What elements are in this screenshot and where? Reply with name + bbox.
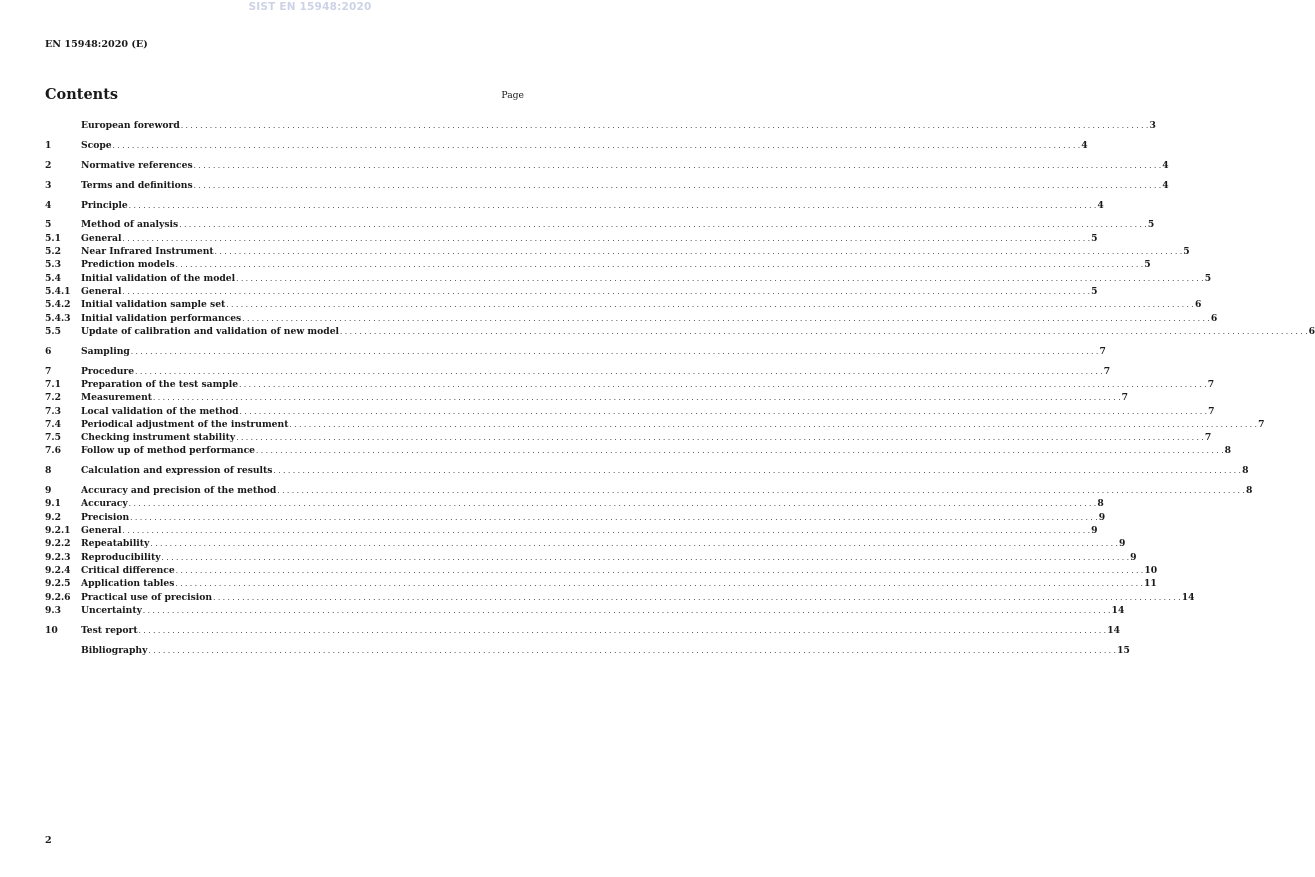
toc-leader-dots: . . . . . . . . . . . . . . . . . . . . . . . . . . . . . . . . . . . . . . . . . . . . . . . . . . . . . . . . . . . . . . . . . . . . . . . . . . . . . . . . . . . . . . . . . . . . . . . . . . . . . . . . . . . . . . . . . . . . . . . . . . . . . . . . . . . . . . . . . . . . . . . . . . . . . . . . . . . . . . . . . . . . . . . . . . . . . . . . . . . . . . . . . . . . . . . . . . . . . . . .	[130, 513, 1098, 522]
toc-entry[interactable]	[45, 624, 1120, 637]
toc-entry-page[interactable]: 7	[1121, 392, 1129, 404]
toc-leader-dots: . . . . . . . . . . . . . . . . . . . . . . . . . . . . . . . . . . . . . . . . . . . . . . . . . . . . . . . . . . . . . . . . . . . . . . . . . . . . . . . . . . . . . . . . . . . . . . . . . . . . . . . . . . . . . . . . . . . . . . . . . . . . . . . . . . . . . . . . . . . . . . . . . . . . . . . . . . . . . . . . . . . . . . . . . . . . . . . . . . . . . . . . . . . . . . . . . . . . . . . .	[214, 248, 1183, 257]
toc-entry-page[interactable]: 14	[1111, 604, 1125, 616]
toc-leader-dots: . . . . . . . . . . . . . . . . . . . . . . . . . . . . . . . . . . . . . . . . . . . . . . . . . . . . . . . . . . . . . . . . . . . . . . . . . . . . . . . . . . . . . . . . . . . . . . . . . . . . . . . . . . . . . . . . . . . . . . . . . . . . . . . . . . . . . . . . . . . . . . . . . . . . . . . . . . . . . . . . . . . . . . . . . . . . . . . . . . . . . . . . . . . . . . . . . . . . . . . .	[138, 626, 1107, 635]
toc-leader-dots: . . . . . . . . . . . . . . . . . . . . . . . . . . . . . . . . . . . . . . . . . . . . . . . . . . . . . . . . . . . . . . . . . . . . . . . . . . . . . . . . . . . . . . . . . . . . . . . . . . . . . . . . . . . . . . . . . . . . . . . . . . . . . . . . . . . . . . . . . . . . . . . . . . . . . . . . . . . . . . . . . . . . . . . . . . . . . . . . . . . . . . . . . . . . . . . . . . . . . . . .	[193, 181, 1162, 190]
toc-entry-page[interactable]: 10	[1144, 564, 1158, 576]
toc-entry-number: 9.2.5	[45, 578, 71, 590]
toc-entry-page[interactable]: 5	[1091, 232, 1098, 244]
toc-entry-number: 9.2.6	[45, 591, 71, 603]
toc-entry-title[interactable]: Reproducibility	[81, 551, 161, 563]
toc-entry-number: 9.3	[45, 604, 61, 616]
toc-entry[interactable]	[45, 497, 1104, 510]
toc-leader-dots: . . . . . . . . . . . . . . . . . . . . . . . . . . . . . . . . . . . . . . . . . . . . . . . . . . . . . . . . . . . . . . . . . . . . . . . . . . . . . . . . . . . . . . . . . . . . . . . . . . . . . . . . . . . . . . . . . . . . . . . . . . . . . . . . . . . . . . . . . . . . . . . . . . . . . . . . . . . . . . . . . . . . . . . . . . . . . . . . . . . . . . . . . . . . . . . . . . . . . . . .	[135, 367, 1103, 376]
toc-entry-title[interactable]: Practical use of precision	[81, 591, 213, 603]
toc-entry-number: 5.4	[45, 272, 61, 284]
document-id: EN 15948:2020 (E)	[45, 39, 148, 50]
toc-entry-number: 6	[45, 345, 52, 357]
toc-entry-page[interactable]: 9	[1119, 538, 1126, 550]
toc-leader-dots: . . . . . . . . . . . . . . . . . . . . . . . . . . . . . . . . . . . . . . . . . . . . . . . . . . . . . . . . . . . . . . . . . . . . . . . . . . . . . . . . . . . . . . . . . . . . . . . . . . . . . . . . . . . . . . . . . . . . . . . . . . . . . . . . . . . . . . . . . . . . . . . . . . . . . . . . . . . . . . . . . . . . . . . . . . . . . . . . . . . . . . . . . . . . . . . . . . . . . . . .	[128, 201, 1097, 210]
toc-entry-page[interactable]: 7	[1103, 365, 1111, 377]
toc-leader-dots: . . . . . . . . . . . . . . . . . . . . . . . . . . . . . . . . . . . . . . . . . . . . . . . . . . . . . . . . . . . . . . . . . . . . . . . . . . . . . . . . . . . . . . . . . . . . . . . . . . . . . . . . . . . . . . . . . . . . . . . . . . . . . . . . . . . . . . . . . . . . . . . . . . . . . . . . . . . . . . . . . . . . . . . . . . . . . . . . . . . . . . . . . . . . . . . . . . . . . . . .	[175, 566, 1144, 575]
toc-entry[interactable]	[45, 391, 1129, 404]
toc-leader-dots: . . . . . . . . . . . . . . . . . . . . . . . . . . . . . . . . . . . . . . . . . . . . . . . . . . . . . . . . . . . . . . . . . . . . . . . . . . . . . . . . . . . . . . . . . . . . . . . . . . . . . . . . . . . . . . . . . . . . . . . . . . . . . . . . . . . . . . . . . . . . . . . . . . . . . . . . . . . . . . . . . . . . . . . . . . . . . . . . . . . . . . . . . . . . . . . . . . . . . . . .	[153, 394, 1121, 403]
toc-entry-page[interactable]: 7	[1207, 378, 1215, 390]
toc-entry-title[interactable]: Accuracy	[81, 498, 128, 510]
toc-leader-dots: . . . . . . . . . . . . . . . . . . . . . . . . . . . . . . . . . . . . . . . . . . . . . . . . . . . . . . . . . . . . . . . . . . . . . . . . . . . . . . . . . . . . . . . . . . . . . . . . . . . . . . . . . . . . . . . . . . . . . . . . . . . . . . . . . . . . . . . . . . . . . . . . . . . . . . . . . . . . . . . . . . . . . . . . . . . . . . . . . . . . . . . . . . . . . . . . . . . . . . . .	[273, 467, 1242, 476]
toc-entry-title[interactable]: Bibliography	[81, 644, 148, 656]
toc-entry-title[interactable]: General	[81, 525, 122, 537]
toc-entry-page[interactable]: 8	[1242, 465, 1249, 477]
toc-entry-title[interactable]: Precision	[81, 511, 130, 523]
toc-entry-number: 7.2	[45, 392, 61, 404]
toc-leader-dots: . . . . . . . . . . . . . . . . . . . . . . . . . . . . . . . . . . . . . . . . . . . . . . . . . . . . . . . . . . . . . . . . . . . . . . . . . . . . . . . . . . . . . . . . . . . . . . . . . . . . . . . . . . . . . . . . . . . . . . . . . . . . . . . . . . . . . . . . . . . . . . . . . . . . . . . . . . . . . . . . . . . . . . . . . . . . . . . . . . . . . . . . . . . . . . . . . . . . . . . .	[128, 500, 1097, 509]
toc-entry-page[interactable]: 7	[1204, 432, 1212, 444]
toc-entry-page[interactable]: 3	[1149, 120, 1156, 131]
toc-leader-dots: . . . . . . . . . . . . . . . . . . . . . . . . . . . . . . . . . . . . . . . . . . . . . . . . . . . . . . . . . . . . . . . . . . . . . . . . . . . . . . . . . . . . . . . . . . . . . . . . . . . . . . . . . . . . . . . . . . . . . . . . . . . . . . . . . . . . . . . . . . . . . . . . . . . . . . . . . . . . . . . . . . . . . . . . . . . . . . . . . . . . . . . . . . . . . . . . . . . . . . . .	[122, 287, 1091, 296]
toc-entry-page[interactable]: 9	[1091, 525, 1098, 537]
toc-leader-dots: . . . . . . . . . . . . . . . . . . . . . . . . . . . . . . . . . . . . . . . . . . . . . . . . . . . . . . . . . . . . . . . . . . . . . . . . . . . . . . . . . . . . . . . . . . . . . . . . . . . . . . . . . . . . . . . . . . . . . . . . . . . . . . . . . . . . . . . . . . . . . . . . . . . . . . . . . . . . . . . . . . . . . . . . . . . . . . . . . . . . . . . . . . . . . . . . . . . . . . . .	[122, 527, 1091, 536]
toc-entry-page[interactable]: 6	[1194, 299, 1202, 311]
toc-entry-page[interactable]: 14	[1181, 591, 1195, 603]
toc-entry-page[interactable]: 4	[1097, 199, 1104, 211]
toc-entry-title[interactable]: Update of calibration and validation of new model	[81, 325, 340, 337]
toc-entry-page[interactable]: 5	[1147, 219, 1155, 231]
toc-entry[interactable]	[45, 298, 1202, 311]
toc-entry[interactable]	[45, 159, 1169, 172]
toc-entry-page[interactable]: 8	[1224, 445, 1232, 457]
toc-entry-number: 7.5	[45, 432, 61, 444]
toc-entry-page[interactable]: 4	[1081, 139, 1088, 151]
toc-entry[interactable]	[45, 258, 1151, 271]
toc-entry-page[interactable]: 9	[1098, 511, 1106, 523]
toc-entry[interactable]	[45, 378, 1215, 391]
toc-entry-title[interactable]: Initial validation sample set	[81, 299, 226, 311]
toc-entry-number: 7.4	[45, 418, 61, 430]
toc-entry-number: 9.2	[45, 511, 61, 523]
toc-entry[interactable]	[45, 484, 1253, 497]
toc-entry-number: 7.1	[45, 378, 61, 390]
toc-entry-number: 7.6	[45, 445, 61, 457]
toc-entry-number: 4	[45, 199, 52, 211]
toc-entry-page[interactable]: 8	[1245, 485, 1253, 497]
toc-entry-title[interactable]: Terms and definitions	[81, 179, 193, 191]
toc-entry-number: 5.3	[45, 259, 61, 271]
toc-entry[interactable]	[45, 139, 1088, 152]
toc-entry-title[interactable]: European foreword	[81, 120, 180, 131]
toc-leader-dots: . . . . . . . . . . . . . . . . . . . . . . . . . . . . . . . . . . . . . . . . . . . . . . . . . . . . . . . . . . . . . . . . . . . . . . . . . . . . . . . . . . . . . . . . . . . . . . . . . . . . . . . . . . . . . . . . . . . . . . . . . . . . . . . . . . . . . . . . . . . . . . . . . . . . . . . . . . . . . . . . . . . . . . . . . . . . . . . . . . . . . . . . . . . . . . . . . . . . . . . .	[256, 447, 1224, 456]
toc-entry[interactable]	[45, 365, 1111, 378]
toc-entry-title[interactable]: Initial validation performances	[81, 312, 242, 324]
toc-entry-title[interactable]: Critical difference	[81, 564, 175, 576]
toc-leader-dots: . . . . . . . . . . . . . . . . . . . . . . . . . . . . . . . . . . . . . . . . . . . . . . . . . . . . . . . . . . . . . . . . . . . . . . . . . . . . . . . . . . . . . . . . . . . . . . . . . . . . . . . . . . . . . . . . . . . . . . . . . . . . . . . . . . . . . . . . . . . . . . . . . . . . . . . . . . . . . . . . . . . . . . . . . . . . . . . . . . . . . . . . . . . . . . . . . . . . . . . .	[213, 593, 1181, 602]
toc-leader-dots: . . . . . . . . . . . . . . . . . . . . . . . . . . . . . . . . . . . . . . . . . . . . . . . . . . . . . . . . . . . . . . . . . . . . . . . . . . . . . . . . . . . . . . . . . . . . . . . . . . . . . . . . . . . . . . . . . . . . . . . . . . . . . . . . . . . . . . . . . . . . . . . . . . . . . . . . . . . . . . . . . . . . . . . . . . . . . . . . . . . . . . . . . . . . . . . . . . . . . . . .	[150, 540, 1119, 549]
toc-entry[interactable]	[45, 179, 1169, 192]
toc-entry-number: 5.4.2	[45, 299, 71, 311]
toc-entry-title[interactable]: Procedure	[81, 365, 135, 377]
toc-entry[interactable]	[45, 444, 1232, 457]
toc-entry-number: 5	[45, 219, 52, 231]
toc-entry[interactable]	[45, 325, 1315, 338]
toc-entry[interactable]	[45, 644, 1130, 657]
toc-leader-dots: . . . . . . . . . . . . . . . . . . . . . . . . . . . . . . . . . . . . . . . . . . . . . . . . . . . . . . . . . . . . . . . . . . . . . . . . . . . . . . . . . . . . . . . . . . . . . . . . . . . . . . . . . . . . . . . . . . . . . . . . . . . . . . . . . . . . . . . . . . . . . . . . . . . . . . . . . . . . . . . . . . . . . . . . . . . . . . . . . . . . . . . . . . . . . . . . . . . . . . . .	[226, 301, 1194, 310]
toc-entry-page[interactable]: 4	[1162, 179, 1169, 191]
toc-entry[interactable]	[45, 418, 1265, 431]
toc-entry-page[interactable]: 6	[1210, 312, 1218, 324]
toc-entry-title[interactable]: Preparation of the test sample	[81, 378, 239, 390]
toc-entry-number: 9.2.4	[45, 564, 71, 576]
toc-entry[interactable]	[45, 564, 1158, 577]
toc-leader-dots: . . . . . . . . . . . . . . . . . . . . . . . . . . . . . . . . . . . . . . . . . . . . . . . . . . . . . . . . . . . . . . . . . . . . . . . . . . . . . . . . . . . . . . . . . . . . . . . . . . . . . . . . . . . . . . . . . . . . . . . . . . . . . . . . . . . . . . . . . . . . . . . . . . . . . . . . . . . . . . . . . . . . . . . . . . . . . . . . . . . . . . . . . . . . . . . . . . . . . . . .	[277, 487, 1245, 496]
toc-entry-title[interactable]: Repeatability	[81, 538, 150, 550]
toc-leader-dots: . . . . . . . . . . . . . . . . . . . . . . . . . . . . . . . . . . . . . . . . . . . . . . . . . . . . . . . . . . . . . . . . . . . . . . . . . . . . . . . . . . . . . . . . . . . . . . . . . . . . . . . . . . . . . . . . . . . . . . . . . . . . . . . . . . . . . . . . . . . . . . . . . . . . . . . . . . . . . . . . . . . . . . . . . . . . . . . . . . . . . . . . . . . . . . . . . . . . . . . .	[179, 221, 1147, 230]
toc-entry-title[interactable]: Principle	[81, 199, 128, 211]
toc-entry-title[interactable]: Near Infrared Instrument	[81, 246, 214, 258]
toc-leader-dots: . . . . . . . . . . . . . . . . . . . . . . . . . . . . . . . . . . . . . . . . . . . . . . . . . . . . . . . . . . . . . . . . . . . . . . . . . . . . . . . . . . . . . . . . . . . . . . . . . . . . . . . . . . . . . . . . . . . . . . . . . . . . . . . . . . . . . . . . . . . . . . . . . . . . . . . . . . . . . . . . . . . . . . . . . . . . . . . . . . . . . . . . . . . . . . . . . . . . . . . .	[148, 646, 1117, 655]
toc-entry[interactable]	[45, 232, 1098, 245]
toc-entry-title[interactable]: General	[81, 232, 122, 244]
toc-entry-number: 10	[45, 624, 58, 636]
toc-entry-number: 9.1	[45, 498, 61, 510]
toc-entry-title[interactable]: Application tables	[81, 578, 175, 590]
toc-entry[interactable]	[45, 511, 1106, 524]
toc-entry-title[interactable]: Calculation and expression of results	[81, 465, 273, 477]
toc-entry[interactable]	[45, 285, 1098, 298]
toc-leader-dots: . . . . . . . . . . . . . . . . . . . . . . . . . . . . . . . . . . . . . . . . . . . . . . . . . . . . . . . . . . . . . . . . . . . . . . . . . . . . . . . . . . . . . . . . . . . . . . . . . . . . . . . . . . . . . . . . . . . . . . . . . . . . . . . . . . . . . . . . . . . . . . . . . . . . . . . . . . . . . . . . . . . . . . . . . . . . . . . . . . . . . . . . . . . . . . . . . . . . . . . .	[239, 407, 1208, 416]
toc-entry-number: 5.1	[45, 232, 61, 244]
toc-entry-page[interactable]: 8	[1097, 498, 1104, 510]
toc-entry[interactable]	[45, 577, 1157, 590]
toc-entry-number: 5.5	[45, 325, 61, 337]
toc-leader-dots: . . . . . . . . . . . . . . . . . . . . . . . . . . . . . . . . . . . . . . . . . . . . . . . . . . . . . . . . . . . . . . . . . . . . . . . . . . . . . . . . . . . . . . . . . . . . . . . . . . . . . . . . . . . . . . . . . . . . . . . . . . . . . . . . . . . . . . . . . . . . . . . . . . . . . . . . . . . . . . . . . . . . . . . . . . . . . . . . . . . . . . . . . . . . . . . . . . . . . . . .	[242, 314, 1210, 323]
toc-entry-title[interactable]: Periodical adjustment of the instrument	[81, 418, 289, 430]
toc-entry[interactable]	[45, 604, 1125, 617]
toc-entry-title[interactable]: Accuracy and precision of the method	[81, 485, 277, 497]
watermark: SIST EN 15948:2020	[248, 1, 372, 13]
toc-leader-dots: . . . . . . . . . . . . . . . . . . . . . . . . . . . . . . . . . . . . . . . . . . . . . . . . . . . . . . . . . . . . . . . . . . . . . . . . . . . . . . . . . . . . . . . . . . . . . . . . . . . . . . . . . . . . . . . . . . . . . . . . . . . . . . . . . . . . . . . . . . . . . . . . . . . . . . . . . . . . . . . . . . . . . . . . . . . . . . . . . . . . . . . . . . . . . . . . . . . . . . . .	[130, 347, 1099, 356]
toc-entry-page[interactable]: 15	[1117, 644, 1130, 656]
toc-leader-dots: . . . . . . . . . . . . . . . . . . . . . . . . . . . . . . . . . . . . . . . . . . . . . . . . . . . . . . . . . . . . . . . . . . . . . . . . . . . . . . . . . . . . . . . . . . . . . . . . . . . . . . . . . . . . . . . . . . . . . . . . . . . . . . . . . . . . . . . . . . . . . . . . . . . . . . . . . . . . . . . . . . . . . . . . . . . . . . . . . . . . . . . . . . . . . . . . . . . . . . . .	[175, 261, 1144, 270]
toc-entry-number: 2	[45, 159, 52, 171]
toc-entry-number: 5.4.3	[45, 312, 71, 324]
toc-entry-number: 9	[45, 485, 52, 497]
table-of-contents	[45, 119, 1315, 657]
toc-entry-title[interactable]: Measurement	[81, 392, 152, 404]
toc-entry-number: 9.2.3	[45, 551, 71, 563]
toc-leader-dots: . . . . . . . . . . . . . . . . . . . . . . . . . . . . . . . . . . . . . . . . . . . . . . . . . . . . . . . . . . . . . . . . . . . . . . . . . . . . . . . . . . . . . . . . . . . . . . . . . . . . . . . . . . . . . . . . . . . . . . . . . . . . . . . . . . . . . . . . . . . . . . . . . . . . . . . . . . . . . . . . . . . . . . . . . . . . . . . . . . . . . . . . . . . . . . . . . . . . . . . .	[161, 553, 1130, 562]
toc-leader-dots: . . . . . . . . . . . . . . . . . . . . . . . . . . . . . . . . . . . . . . . . . . . . . . . . . . . . . . . . . . . . . . . . . . . . . . . . . . . . . . . . . . . . . . . . . . . . . . . . . . . . . . . . . . . . . . . . . . . . . . . . . . . . . . . . . . . . . . . . . . . . . . . . . . . . . . . . . . . . . . . . . . . . . . . . . . . . . . . . . . . . . . . . . . . . . . . . . . . . . . . .	[142, 606, 1111, 615]
toc-leader-dots: . . . . . . . . . . . . . . . . . . . . . . . . . . . . . . . . . . . . . . . . . . . . . . . . . . . . . . . . . . . . . . . . . . . . . . . . . . . . . . . . . . . . . . . . . . . . . . . . . . . . . . . . . . . . . . . . . . . . . . . . . . . . . . . . . . . . . . . . . . . . . . . . . . . . . . . . . . . . . . . . . . . . . . . . . . . . . . . . . . . . . . . . . . . . . . . . . . . . . . . .	[180, 122, 1149, 130]
toc-entry-page[interactable]: 7	[1258, 418, 1265, 430]
toc-entry[interactable]	[45, 245, 1190, 258]
toc-entry-title[interactable]: Method of analysis	[81, 219, 179, 231]
page-number: 2	[45, 835, 52, 846]
toc-leader-dots: . . . . . . . . . . . . . . . . . . . . . . . . . . . . . . . . . . . . . . . . . . . . . . . . . . . . . . . . . . . . . . . . . . . . . . . . . . . . . . . . . . . . . . . . . . . . . . . . . . . . . . . . . . . . . . . . . . . . . . . . . . . . . . . . . . . . . . . . . . . . . . . . . . . . . . . . . . . . . . . . . . . . . . . . . . . . . . . . . . . . . . . . . . . . . . . . . . . . . . . .	[340, 327, 1308, 336]
toc-entry-page[interactable]: 5	[1091, 285, 1098, 297]
toc-entry-number: 7.3	[45, 405, 61, 417]
toc-entry-number: 3	[45, 179, 52, 191]
toc-leader-dots: . . . . . . . . . . . . . . . . . . . . . . . . . . . . . . . . . . . . . . . . . . . . . . . . . . . . . . . . . . . . . . . . . . . . . . . . . . . . . . . . . . . . . . . . . . . . . . . . . . . . . . . . . . . . . . . . . . . . . . . . . . . . . . . . . . . . . . . . . . . . . . . . . . . . . . . . . . . . . . . . . . . . . . . . . . . . . . . . . . . . . . . . . . . . . . . . . . . . . . . .	[239, 380, 1207, 389]
toc-leader-dots: . . . . . . . . . . . . . . . . . . . . . . . . . . . . . . . . . . . . . . . . . . . . . . . . . . . . . . . . . . . . . . . . . . . . . . . . . . . . . . . . . . . . . . . . . . . . . . . . . . . . . . . . . . . . . . . . . . . . . . . . . . . . . . . . . . . . . . . . . . . . . . . . . . . . . . . . . . . . . . . . . . . . . . . . . . . . . . . . . . . . . . . . . . . . . . . . . . . . . . . .	[236, 434, 1204, 443]
toc-entry-number: 9.2.1	[45, 525, 71, 537]
toc-entry[interactable]	[45, 272, 1212, 285]
page-column-label: Page	[501, 90, 524, 101]
toc-entry-page[interactable]: 5	[1204, 272, 1212, 284]
toc-leader-dots: . . . . . . . . . . . . . . . . . . . . . . . . . . . . . . . . . . . . . . . . . . . . . . . . . . . . . . . . . . . . . . . . . . . . . . . . . . . . . . . . . . . . . . . . . . . . . . . . . . . . . . . . . . . . . . . . . . . . . . . . . . . . . . . . . . . . . . . . . . . . . . . . . . . . . . . . . . . . . . . . . . . . . . . . . . . . . . . . . . . . . . . . . . . . . . . . . . . . . . . .	[175, 580, 1143, 589]
toc-entry-title[interactable]: Local validation of the method	[81, 405, 239, 417]
toc-leader-dots: . . . . . . . . . . . . . . . . . . . . . . . . . . . . . . . . . . . . . . . . . . . . . . . . . . . . . . . . . . . . . . . . . . . . . . . . . . . . . . . . . . . . . . . . . . . . . . . . . . . . . . . . . . . . . . . . . . . . . . . . . . . . . . . . . . . . . . . . . . . . . . . . . . . . . . . . . . . . . . . . . . . . . . . . . . . . . . . . . . . . . . . . . . . . . . . . . . . . . . . .	[289, 420, 1258, 429]
toc-entry[interactable]	[45, 119, 1156, 132]
toc-entry-title[interactable]: Normative references	[81, 159, 193, 171]
toc-entry[interactable]	[45, 524, 1098, 537]
toc-leader-dots: . . . . . . . . . . . . . . . . . . . . . . . . . . . . . . . . . . . . . . . . . . . . . . . . . . . . . . . . . . . . . . . . . . . . . . . . . . . . . . . . . . . . . . . . . . . . . . . . . . . . . . . . . . . . . . . . . . . . . . . . . . . . . . . . . . . . . . . . . . . . . . . . . . . . . . . . . . . . . . . . . . . . . . . . . . . . . . . . . . . . . . . . . . . . . . . . . . . . . . . .	[193, 161, 1162, 170]
toc-entry[interactable]	[45, 537, 1126, 550]
toc-entry-number: 1	[45, 139, 52, 151]
toc-entry[interactable]	[45, 218, 1155, 231]
toc-entry-page[interactable]: 9	[1130, 551, 1137, 563]
toc-leader-dots: . . . . . . . . . . . . . . . . . . . . . . . . . . . . . . . . . . . . . . . . . . . . . . . . . . . . . . . . . . . . . . . . . . . . . . . . . . . . . . . . . . . . . . . . . . . . . . . . . . . . . . . . . . . . . . . . . . . . . . . . . . . . . . . . . . . . . . . . . . . . . . . . . . . . . . . . . . . . . . . . . . . . . . . . . . . . . . . . . . . . . . . . . . . . . . . . . . . . . . . .	[112, 141, 1081, 150]
toc-entry-number: 9.2.2	[45, 538, 71, 550]
toc-leader-dots: . . . . . . . . . . . . . . . . . . . . . . . . . . . . . . . . . . . . . . . . . . . . . . . . . . . . . . . . . . . . . . . . . . . . . . . . . . . . . . . . . . . . . . . . . . . . . . . . . . . . . . . . . . . . . . . . . . . . . . . . . . . . . . . . . . . . . . . . . . . . . . . . . . . . . . . . . . . . . . . . . . . . . . . . . . . . . . . . . . . . . . . . . . . . . . . . . . . . . . . .	[236, 274, 1204, 283]
toc-entry-title[interactable]: Initial validation of the model	[81, 272, 236, 284]
toc-entry-number: 8	[45, 465, 52, 477]
toc-entry-number: 5.4.1	[45, 285, 71, 297]
toc-entry-page[interactable]: 6	[1308, 325, 1315, 337]
toc-entry-page[interactable]: 5	[1183, 246, 1190, 258]
toc-entry-title[interactable]: Follow up of method performance	[81, 445, 256, 457]
toc-entry-title[interactable]: Sampling	[81, 345, 130, 357]
toc-leader-dots: . . . . . . . . . . . . . . . . . . . . . . . . . . . . . . . . . . . . . . . . . . . . . . . . . . . . . . . . . . . . . . . . . . . . . . . . . . . . . . . . . . . . . . . . . . . . . . . . . . . . . . . . . . . . . . . . . . . . . . . . . . . . . . . . . . . . . . . . . . . . . . . . . . . . . . . . . . . . . . . . . . . . . . . . . . . . . . . . . . . . . . . . . . . . . . . . . . . . . . . .	[122, 234, 1091, 243]
toc-entry[interactable]	[45, 199, 1104, 212]
toc-entry-title[interactable]: Uncertainty	[81, 604, 142, 616]
toc-entry-page[interactable]: 5	[1144, 259, 1151, 271]
toc-entry-page[interactable]: 7	[1208, 405, 1215, 417]
toc-entry-number: 7	[45, 365, 52, 377]
toc-entry-page[interactable]: 4	[1162, 159, 1169, 171]
toc-entry[interactable]	[45, 551, 1137, 564]
toc-entry-title[interactable]: Checking instrument stability	[81, 432, 236, 444]
contents-title: Contents	[45, 86, 119, 103]
toc-entry-title[interactable]: Test report	[81, 624, 138, 636]
toc-entry[interactable]	[45, 312, 1218, 325]
toc-entry-title[interactable]: General	[81, 285, 122, 297]
toc-entry[interactable]	[45, 345, 1106, 358]
toc-entry[interactable]	[45, 431, 1212, 444]
toc-entry-title[interactable]: Scope	[81, 139, 112, 151]
toc-entry[interactable]	[45, 591, 1195, 604]
toc-entry-page[interactable]: 11	[1144, 578, 1157, 590]
toc-entry-number: 5.2	[45, 246, 61, 258]
toc-entry-page[interactable]: 7	[1099, 345, 1106, 357]
toc-entry[interactable]	[45, 464, 1249, 477]
toc-entry-title[interactable]: Prediction models	[81, 259, 175, 271]
toc-entry-page[interactable]: 14	[1107, 624, 1120, 636]
toc-entry[interactable]	[45, 405, 1215, 418]
